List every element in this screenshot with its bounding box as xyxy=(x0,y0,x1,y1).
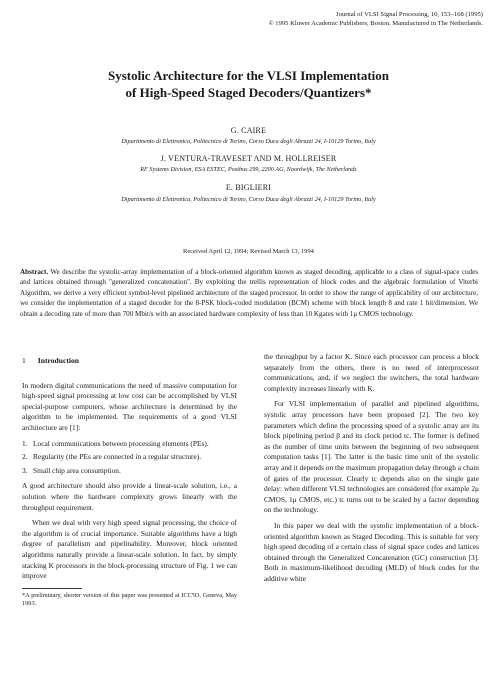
section-heading xyxy=(22,356,237,367)
affiliation-3: Dipartimento di Elettronica, Politecnico di Torino, Corso Duca degli Abruzzi 24, I-10129 Torino, Italy xyxy=(121,196,376,203)
footnote: *A preliminary, shorter version of this paper was presented at ICC'93, Geneva, May 1993. xyxy=(22,591,237,608)
paragraph: In this paper we deal with the systolic implementation of a block-oriented algorithm known as Staged Decoding. This is suitable for very high speed decoding of a certain class of signal space codes and lattices obtained through the Generalized Concatenation (GC) construction [3]. Both in maximum-likelihood decoding (MLD) of block codes for the additive white xyxy=(264,520,479,583)
author-3: E. BIGLIERI xyxy=(225,183,272,192)
list-text: Regularity (the PEs are connected in a regular structure). xyxy=(33,452,202,462)
author-1: G. CAIRE xyxy=(230,126,267,135)
paragraph: When we deal with very high speed signal processing, the choice of the algorithm is of crucial importance. Suitable algorithms have a high degree of parallelism and pipelinability. Moreover, block oriented algorithms naturally provide a linear-scale solution. In fact, by simply stacking K processors in the block-processing structure of Fig. 1 we can improve xyxy=(22,518,237,581)
list-number: 2. xyxy=(22,452,28,462)
paragraph: A good architecture should also provide a linear-scale solution, i.e., a solution where the hardware complexity grows linearly with the throughput requirement. xyxy=(22,481,237,512)
author-2: J. VENTURA-TRAVESET AND M. HOLLREISER xyxy=(160,154,337,163)
received-dates: Received April 12, 1994; Revised March 13, 1994 xyxy=(183,248,314,255)
paragraph: In modern digital communications the need of massive computation for high-speed signal processing at low cost can be accomplished by VLSI special-purpose computers, whose architecture is determined by the algorithm to be implemented. The requirements of a good VLSI architecture are [1]: xyxy=(22,380,237,432)
journal-copyright: © 1995 Kluwer Academic Publishers, Boston. Manufactured in The Netherlands. xyxy=(268,20,483,27)
paragraph: For VLSI implementation of parallel and pipelined algorithms, systolic array processors have been proposed [2]. The two key parameters which define the processing speed of a systolic array are its block pipelining period β and its clock period tc. The former is defined as the number of time units between the beginning of two subsequent computation tasks [1]. The latter is the basic time unit of the systolic array and it depends on the maximum propagation delay through a chain of gates of the processor. Clearly tc depends also on the single gate delay: when different VLSI technologies are considered (for example 2μ CMOS, 1μ CMOS, etc.) tc turns out to be scaled by a factor depending on the technology. xyxy=(264,399,479,515)
paragraph: the throughput by a factor K. Since each processor can process a block separately from the others, there is no need of interprocessor communications, and, if we neglect the switchers, the total hardware complexity increases linearly with K. xyxy=(264,352,479,393)
abstract xyxy=(20,267,478,319)
section-title: Introduction xyxy=(37,356,80,365)
list-number: 3. xyxy=(22,465,28,475)
abstract-text: We describe the systolic-array implementation of a block-oriented algorithm known as staged decoding, applicable to a class of signal-space codes and lattices obtained through "generalized concatenation". By exploiting the trellis representation of block codes and the algebraic formulation of Viterbi Algorithm, we derive a very efficient symbol-level pipelined architecture of the staged processor. In order to show the range of applicability of our architecture, we consider the implementation of a staged decoder for the 8-PSK block-coded modulation (BCM) scheme with block length 8 and rate 1 bit/dimension. We obtain a decoding rate of more than 700 Mbit/s with an associated hardware complexity of less than 10 Kgates with 1μ CMOS technology. xyxy=(20,268,478,318)
list-item xyxy=(22,466,237,477)
list-item xyxy=(22,452,237,463)
journal-citation: Journal of VLSI Signal Processing, 10, 153–168 (1995) xyxy=(336,11,483,18)
left-column xyxy=(22,356,237,609)
list-text: Small chip area consumption. xyxy=(33,465,121,475)
affiliation-1: Dipartimento di Elettronica, Politecnico di Torino, Corso Duca degli Abruzzi 24, I-10129 Torino, Italy xyxy=(121,138,376,145)
abstract-label: Abstract. xyxy=(20,268,49,276)
journal-header xyxy=(269,10,483,28)
section-number: 1 xyxy=(22,356,26,365)
paper-title xyxy=(40,67,457,101)
title-line-1: Systolic Architecture for the VLSI Implementation xyxy=(107,68,390,83)
list-item xyxy=(22,439,237,450)
requirements-list xyxy=(22,439,237,477)
right-column xyxy=(264,352,479,584)
footnote-divider xyxy=(22,588,82,589)
list-text: Local communications between processing elements (PEs). xyxy=(33,438,209,448)
list-number: 1. xyxy=(22,438,28,448)
affiliation-2: RF Systems Division, ESA ESTEC, Postbus 299, 2200 AG, Noordwijk, The Netherlands xyxy=(140,166,357,173)
title-line-2: of High-Speed Staged Decoders/Quantizers* xyxy=(125,85,372,100)
